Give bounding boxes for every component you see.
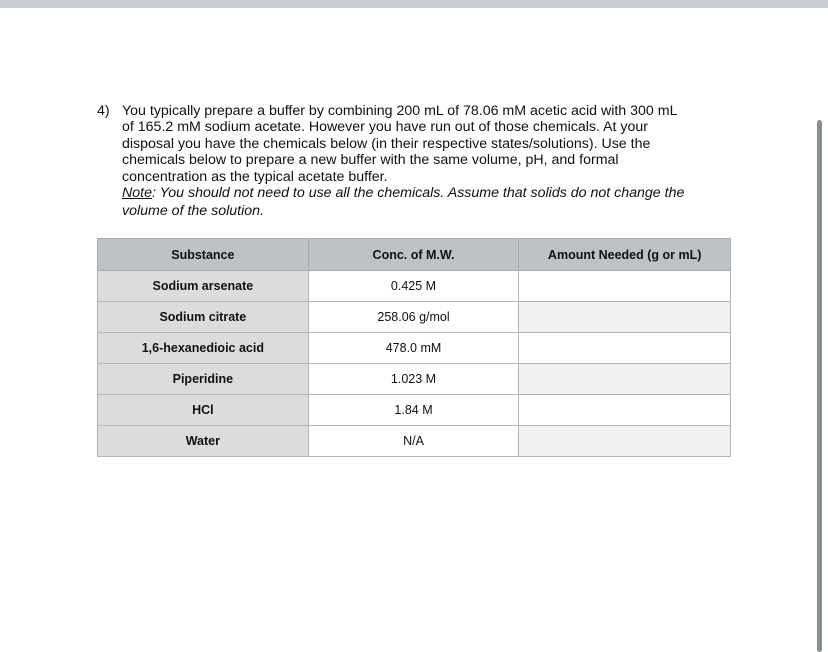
concentration-cell: 0.425 M [308,271,519,302]
chemicals-table [97,238,731,457]
question-line: concentration as the typical acetate buffer. [122,168,388,185]
amount-needed-cell[interactable] [519,302,731,333]
header-amount-needed: Amount Needed (g or mL) [519,239,731,271]
header-concentration: Conc. of M.W. [308,239,519,271]
question-line: disposal you have the chemicals below (in their respective states/solutions). Use the [122,135,651,152]
concentration-cell: N/A [308,426,519,457]
substance-cell: HCl [98,395,309,426]
table-row [98,426,731,457]
question-text [122,103,737,185]
question-number: 4) [97,103,110,119]
table-header-row [98,239,731,271]
amount-needed-cell[interactable] [519,426,731,457]
amount-needed-cell[interactable] [519,271,731,302]
table-row [98,364,731,395]
substance-cell: Sodium arsenate [98,271,309,302]
question-line: chemicals below to prepare a new buffer with the same volume, pH, and formal [122,152,619,169]
question-line: You typically prepare a buffer by combining 200 mL of 78.06 mM acetic acid with 300 mL [122,103,678,119]
concentration-cell: 258.06 g/mol [308,302,519,333]
concentration-cell: 1.023 M [308,364,519,395]
substance-cell: Sodium citrate [98,302,309,333]
header-substance: Substance [98,239,309,271]
question-line: of 165.2 mM sodium acetate. However you have run out of those chemicals. At your [122,119,648,136]
vertical-scrollbar[interactable] [817,120,822,652]
concentration-cell: 1.84 M [308,395,519,426]
table-row [98,395,731,426]
amount-needed-cell[interactable] [519,395,731,426]
concentration-cell: 478.0 mM [308,333,519,364]
note-text: : You should not need to use all the chemicals. Assume that solids do not change the [151,185,685,202]
table-row [98,271,731,302]
substance-cell: 1,6-hexanedioic acid [98,333,309,364]
amount-needed-cell[interactable] [519,333,731,364]
table-row [98,333,731,364]
note-text-continued: volume of the solution. [122,202,264,219]
note-label: Note [122,185,152,202]
table-row [98,302,731,333]
amount-needed-cell[interactable] [519,364,731,395]
question-note [122,185,737,220]
question-block [97,103,737,220]
substance-cell: Piperidine [98,364,309,395]
substance-cell: Water [98,426,309,457]
top-bar [0,0,828,8]
